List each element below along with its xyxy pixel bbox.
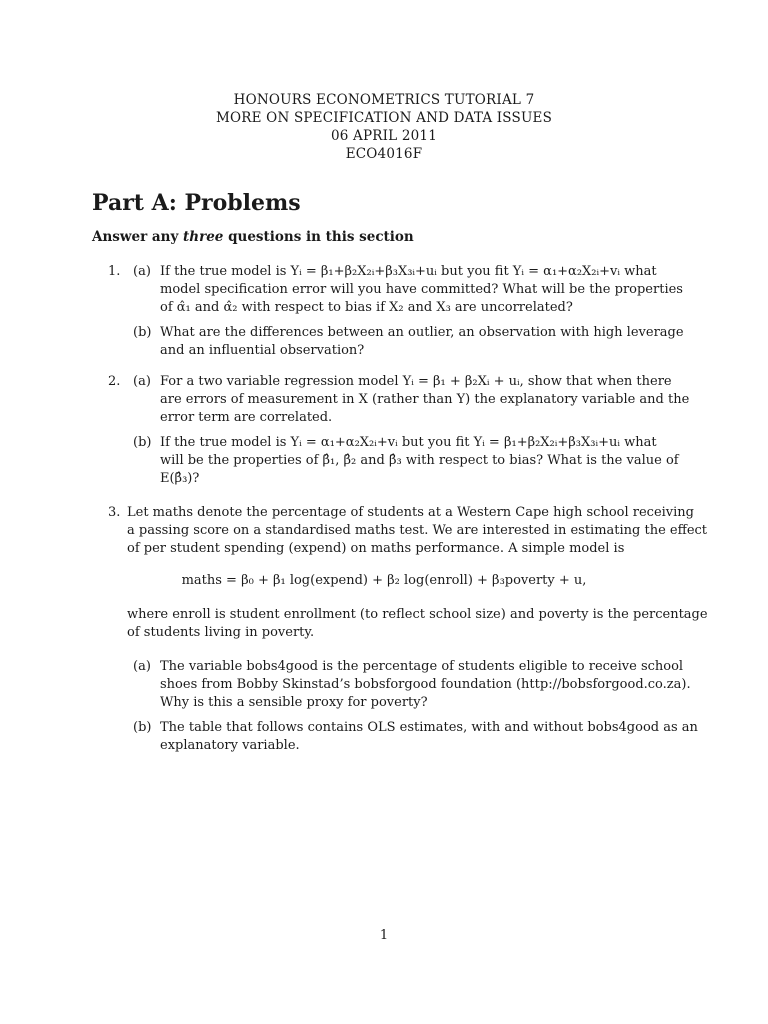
page-number: 1	[379, 928, 389, 943]
q3b-line-2: explanatory variable.	[160, 738, 300, 753]
q1b-line-1: What are the differences between an outlier, an observation with high leverage	[160, 325, 684, 340]
q1b-line-2: and an influential observation?	[160, 343, 365, 358]
q3b-text	[160, 719, 698, 755]
instruction-post: questions in this section	[223, 229, 414, 245]
q2a-line-3: error term are correlated.	[160, 410, 333, 425]
q3-number: 3.	[108, 505, 121, 520]
q2a-line-2: are errors of measurement in X (rather than Y) the explanatory variable and the	[160, 392, 690, 407]
q2b-line-1: If the true model is Yᵢ = α₁+α₂X₂ᵢ+vᵢ but you fit Yᵢ = β₁+β₂X₂ᵢ+β₃X₃ᵢ+uᵢ what	[160, 435, 657, 450]
q2a-text	[160, 373, 689, 427]
q3a-text	[160, 658, 691, 712]
q3-intro	[127, 504, 707, 558]
q2a-line-1: For a two variable regression model Yᵢ = β₁ + β₂Xᵢ + uᵢ, show that when there	[160, 374, 672, 389]
q1a-text	[160, 263, 683, 317]
q1a-line-2: model specification error will you have committed? What will be the properties	[160, 282, 683, 297]
header-line-1: HONOURS ECONOMETRICS TUTORIAL 7	[233, 92, 535, 108]
q3-after-line-2: of students living in poverty.	[127, 625, 315, 640]
q1b-label: (b)	[133, 325, 152, 340]
q2a-label: (a)	[133, 374, 151, 389]
q3-intro-line-1: Let maths denote the percentage of students at a Western Cape high school receiving	[127, 505, 694, 520]
q2b-line-2: will be the properties of β̂₁, β̂₂ and β̂₃ with respect to bias? What is the value of	[160, 453, 679, 468]
q2b-text	[160, 434, 679, 488]
q3a-label: (a)	[133, 659, 151, 674]
instruction-pre: Answer any	[92, 229, 184, 245]
header-line-2: MORE ON SPECIFICATION AND DATA ISSUES	[215, 110, 553, 126]
q3b-line-1: The table that follows contains OLS estimates, with and without bobs4good as an	[160, 720, 698, 735]
q3-after	[127, 606, 708, 642]
q1a-line-1: If the true model is Yᵢ = β₁+β₂X₂ᵢ+β₃X₃ᵢ+uᵢ but you fit Yᵢ = α₁+α₂X₂ᵢ+vᵢ what	[160, 264, 657, 279]
q3-intro-line-3: of per student spending (expend) on maths performance. A simple model is	[127, 541, 625, 556]
instruction-emph: three	[183, 229, 224, 245]
q3a-line-3: Why is this a sensible proxy for poverty?	[160, 695, 428, 710]
document-header	[0, 91, 768, 163]
q3-intro-line-2: a passing score on a standardised maths test. We are interested in estimating the effect	[127, 523, 708, 538]
q2-number: 2.	[108, 374, 121, 389]
q3-equation: maths = β₀ + β₁ log(expend) + β₂ log(enroll) + β₃poverty + u,	[181, 573, 587, 588]
header-line-4: ECO4016F	[345, 146, 423, 162]
header-line-3: 06 APRIL 2011	[330, 128, 437, 144]
q1-number: 1.	[108, 264, 121, 279]
q3a-line-2: shoes from Bobby Skinstad’s bobsforgood foundation (http://bobsforgood.co.za).	[160, 677, 691, 692]
q2b-label: (b)	[133, 435, 152, 450]
part-title: Part A: Problems	[92, 190, 301, 216]
instruction	[92, 229, 414, 245]
q1b-text	[160, 324, 684, 360]
q3a-line-1: The variable bobs4good is the percentage of students eligible to receive school	[160, 659, 684, 674]
q1a-label: (a)	[133, 264, 151, 279]
q3b-label: (b)	[133, 720, 152, 735]
q2b-line-3: E(β̂₃)?	[160, 471, 200, 486]
q3-after-line-1: where enroll is student enrollment (to reflect school size) and poverty is the percentage	[127, 607, 708, 622]
q1a-line-3: of α̂₁ and α̂₂ with respect to bias if X₂ and X₃ are uncorrelated?	[160, 300, 573, 315]
